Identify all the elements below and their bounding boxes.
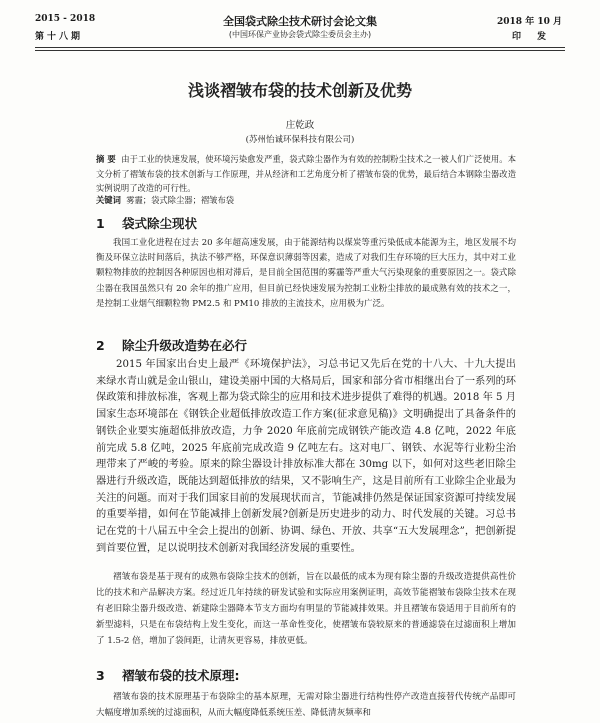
section-heading-1 — [96, 214, 197, 232]
running-header — [0, 8, 600, 50]
section-number: 1 — [96, 216, 105, 231]
header-proceedings-title: 全国袋式除尘技术研讨会论文集 — [223, 15, 377, 28]
section-title: 除尘升级改造势在必行 — [122, 338, 248, 353]
header-issue: 第十八期 — [35, 32, 84, 42]
section-1-paragraph: 我国工业化进程在过去 20 多年超高速发展，由于能源结构以煤炭等重污染低成本能源为主，地区发展不均衡及环保立法时间落后，执法不够严格，环保意识薄弱等因素，造成了对我们生存环境的巨大压力，其中对工业颗粒物排放的控制因各种原因也相对滞后，是目前全国范围的雾霾等严重大气污染现象的重要原因之一。袋式除尘器在我国虽然只有 20 余年的推广应用，但目前已经快速发展为控制工业粉尘排放的最成熟有效的技术之一，是控制工业烟气细颗粒物 PM2.5 和 PM10 排放的主流技术，应用极为广泛。 — [96, 238, 516, 309]
section-number: 3 — [96, 668, 105, 683]
section-heading-3 — [96, 666, 240, 684]
section-title: 袋式除尘现状 — [122, 216, 198, 231]
abstract-text: 由于工业的快速发展，使环境污染愈发严重，袋式除尘器作为有效的控制粉尘技术之一被人们广泛使用。本文分析了褶皱布袋的技术创新与工作原理，并从经济和工艺角度分析了褶皱布袋的优势，最后结合本钢除尘器改造实例说明了改造的可行性。 — [96, 154, 516, 194]
section-2-paragraph-1: 2015 年国家出台史上最严《环境保护法》，习总书记又先后在党的十八大、十九大提出来绿水青山就是金山银山，建设美丽中国的大格局后，国家和部分省市相继出台了一系列的环保政策和排放标准，客观上都为袋式除尘的应用和技术进步提供了难得的机遇。2018 年 5 月国家生态环境部在《钢铁企业超低排放改造工作方案(征求意见稿)》文明确提出了具备条件的钢铁企业要实施超低排放改造，力争 2020 年底前完成钢铁产能改造 4.8 亿吨，2022 年底前完成 5.8 亿吨，2025 年底前完成改造 9 亿吨左右。这对电厂、钢铁、水泥等行业粉尘治理带来了严峻的考验。原来的除尘器设计排放标准大都在 30mg 以下，如何对这些老旧除尘器进行升级改造，既能达到超低排放的结果，又不影响生产，这是目前所有工业除尘企业最为关注的问题。而对于我们国家目前的发展现状而言，节能减排仍然是保证国家资源可持续发展的重要举措，如何在节能减排上创新发展?创新是历史进步的动力、时代发展的关键。习总书记在党的十八届五中全会上提出的创新、协调、绿色、开放、共享“五大发展理念”，把创新提到首要位置，足以说明技术创新对我国经济发展的重要性。 — [96, 359, 516, 554]
article-affiliation: (苏州怡诚环保科技有限公司) — [245, 135, 355, 145]
section-number: 2 — [96, 338, 105, 353]
header-date: 2018 年 10 月 — [497, 17, 562, 27]
section-2-paragraph-2: 褶皱布袋是基于现有的成熟布袋除尘技术的创新，旨在以最低的成本为现有除尘器的升级改造提供高性价比的技术和产品解决方案。经过近几年持续的研发试验和实际应用案例证明，高效节能褶皱布袋除尘技术在现有老旧除尘器升级改造、新建除尘器降本节支方面均有明显的节能减排效果。并且褶皱布袋适用于目前所有的新型滤料，只是在布袋结构上发生变化，而这一革命性变化，使褶皱布袋较原来的普通滤袋在过滤面积上增加了 1.5-2 倍，增加了袋间距，让清灰更容易，排放更低。 — [96, 572, 516, 646]
keywords-label: 关键词 — [96, 195, 121, 205]
keywords-text: 雾霾；袋式除尘器；褶皱布袋 — [126, 195, 235, 205]
keywords — [96, 194, 234, 206]
header-year-range: 2015 - 2018 — [35, 14, 96, 24]
abstract-label: 摘 要 — [96, 154, 116, 164]
header-rule-bottom — [35, 50, 565, 51]
section-heading-2 — [96, 336, 247, 354]
header-organizer: (中国环保产业协会袋式除尘委员会主办) — [228, 30, 372, 39]
header-rule-top — [35, 47, 565, 48]
section-title: 褶皱布袋的技术原理: — [122, 668, 240, 683]
abstract — [96, 152, 516, 196]
section-3-paragraph: 褶皱布袋的技术原理基于布袋除尘的基本原理，无需对除尘器进行结构性停产改造直接替代传统产品即可大幅度增加系统的过滤面积，从而大幅度降低系统压差、降低清灰频率和 — [96, 692, 516, 718]
article-author: 庄乾政 — [285, 120, 315, 131]
article-title: 浅谈褶皱布袋的技术创新及优势 — [187, 81, 412, 100]
header-printed: 印发 — [511, 32, 562, 42]
